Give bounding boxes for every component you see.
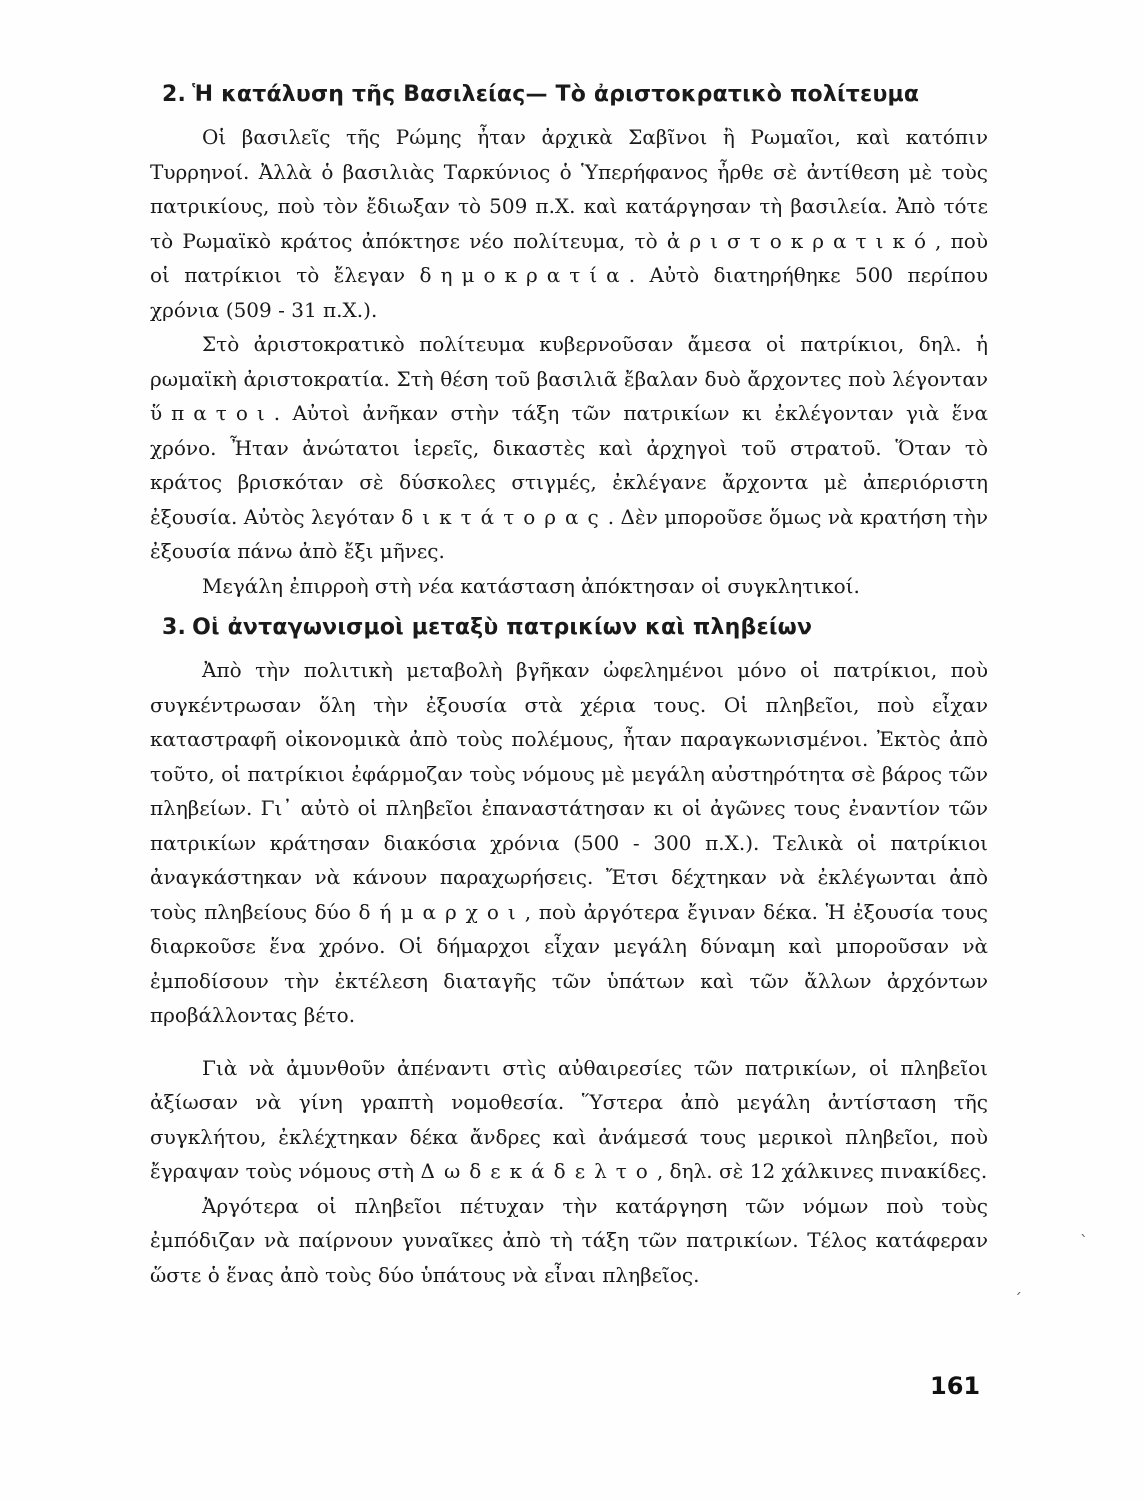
- text-run: Οἱ βασιλεῖς τῆς Ρώμης ἦταν ἀρχικὰ Σαβῖνοι ἢ Ρωμαῖοι, καὶ κατόπιν Τυρρηνοί. Ἀλλὰ ὁ βασιλιὰς Ταρκύνιος ὁ Ὑπερήφανος ἦρθε σὲ ἀντίθεση μὲ τοὺς πατρικίους, ποὺ τὸν ἔδιωξαν τὸ 509 π.Χ. καὶ κατάργησαν τὴ βασιλεία. Ἀπὸ τότε τὸ Ρωμαϊκὸ κράτος ἀπόκτησε νέο πολίτευμα, τὸ: [150, 125, 988, 253]
- text-run: Ἀπὸ τὴν πολιτικὴ μεταβολὴ βγῆκαν ὠφελημένοι μόνο οἱ πατρίκιοι, ποὺ συγκέντρωσαν ὅλη τὴν ἐξουσία στὰ χέρια τους. Οἱ πληβεῖοι, ποὺ εἶχαν καταστραφῆ οἰκονομικὰ ἀπὸ τοὺς πολέμους, ἦταν παραγκωνισμένοι. Ἐκτὸς ἀπὸ τοῦτο, οἱ πατρίκιοι ἐφάρμοζαν τοὺς νόμους μὲ μεγάλη αὐστηρότητα σὲ βάρος τῶν πληβείων. Γι᾽ αὐτὸ οἱ πληβεῖοι ἐπαναστάτησαν κι οἱ ἀγῶνες τους ἐναντίον τῶν πατρικίων κράτησαν διακόσια χρόνια (500 - 300 π.Χ.). Τελικὰ οἱ πατρίκιοι ἀναγκάστηκαν νὰ κάνουν παραχωρήσεις. Ἔτσι δέχτηκαν νὰ ἐκλέγωνται ἀπὸ τοὺς πληβείους δύο: [150, 658, 988, 924]
- section-2-heading: [162, 78, 988, 112]
- text-run: Γιὰ νὰ ἀμυνθοῦν ἀπέναντι στὶς αὐθαιρεσίες τῶν πατρικίων, οἱ πληβεῖοι ἀξίωσαν νὰ γίνη γραπτὴ νομοθεσία. Ὕστερα ἀπὸ μεγάλη ἀντίσταση τῆς συγκλήτου, ἐκλέχτηκαν δέκα ἄνδρες καὶ ἀνάμεσά τους μερικοὶ πληβεῖοι, ποὺ ἔγραψαν τοὺς νόμους στὴ: [150, 1055, 988, 1183]
- section-3-title: Οἱ ἀνταγωνισμοὶ μεταξὺ πατρικίων καὶ πληβείων: [192, 615, 813, 640]
- spaced-term: δημοκρατία: [419, 263, 629, 287]
- text-run: , ποὺ ἀργότερα ἔγιναν δέκα. Ἡ ἐξουσία τους διαρκοῦσε ἕνα χρόνο. Οἱ δήμαρχοι εἶχαν μεγάλη δύναμη καὶ μποροῦσαν νὰ ἐμποδίσουν τὴν ἐκτέλεση διαταγῆς τῶν ὑπάτων καὶ τῶν ἄλλων ἀρχόντων προβάλλοντας βέτο.: [150, 899, 988, 1027]
- section-2-number: 2.: [162, 82, 187, 107]
- margin-mark: ˎ: [1080, 1218, 1088, 1237]
- section-2-paragraph-1: [150, 120, 988, 327]
- text-run: . Δὲν μποροῦσε ὅμως νὰ κρατήση τὴν ἐξουσία πάνω ἀπὸ ἔξι μῆνες.: [150, 504, 988, 563]
- spaced-term: δικτάτορας: [401, 504, 608, 529]
- page-number: 161: [930, 1372, 981, 1400]
- text-run: . Αὐτὸ διατηρήθηκε 500 περίπου χρόνια (509 - 31 π.Χ.).: [150, 263, 988, 322]
- text-run: , δηλ. σὲ 12 χάλκινες πινακίδες.: [656, 1159, 988, 1183]
- section-2-paragraph-3: Μεγάλη ἐπιρροὴ στὴ νέα κατάσταση ἀπόκτησαν οἱ συγκλητικοί.: [202, 573, 860, 598]
- section-2-paragraph-2: [150, 327, 988, 569]
- page-content: [150, 78, 988, 1292]
- spaced-term: Δωδεκάδελτο: [420, 1159, 657, 1183]
- section-2-title: Ἡ κατάλυση τῆς Βασιλείας— Τὸ ἀριστοκρατικὸ πολίτευμα: [192, 82, 920, 107]
- spaced-term: ὕπατοι: [150, 401, 274, 425]
- section-3-heading: [162, 611, 988, 645]
- text-run: . Αὐτοὶ ἀνῆκαν στὴν τάξη τῶν πατρικίων κι ἐκλέγονταν γιὰ ἕνα χρόνο. Ἦταν ἀνώτατοι ἱερεῖς, δικαστὲς καὶ ἀρχηγοὶ τοῦ στρατοῦ. Ὅταν τὸ κράτος βρισκόταν σὲ δύσκολες στιγμές, ἐκλέγανε ἄρχοντα μὲ ἀπεριόριστη ἐξουσία. Αὐτὸς λεγόταν: [150, 401, 988, 529]
- margin-mark: ˏ: [1014, 1276, 1022, 1295]
- spaced-term: ἀριστοκρατικό: [666, 228, 935, 253]
- section-3-paragraph-2: [150, 1051, 988, 1189]
- section-3-paragraph-1: [150, 653, 988, 1033]
- section-3-number: 3.: [162, 615, 187, 640]
- spacer: [150, 1033, 988, 1051]
- spacer: [150, 603, 988, 611]
- section-3-paragraph-3: Ἀργότερα οἱ πληβεῖοι πέτυχαν τὴν κατάργηση τῶν νόμων ποὺ τοὺς ἐμπόδιζαν νὰ παίρνουν γυναῖκες ἀπὸ τὴ τάξη τῶν πατρικίων. Τέλος κατάφεραν ὥστε ὁ ἕνας ἀπὸ τοὺς δύο ὑπάτους νὰ εἶναι πληβεῖος.: [150, 1193, 988, 1287]
- text-run: Στὸ ἀριστοκρατικὸ πολίτευμα κυβερνοῦσαν ἄμεσα οἱ πατρίκιοι, δηλ. ἡ ρωμαϊκὴ ἀριστοκρατία. Στὴ θέση τοῦ βασιλιᾶ ἔβαλαν δυὸ ἄρχοντες ποὺ λέγονταν: [150, 332, 988, 391]
- text-run: , ποὺ οἱ πατρίκιοι τὸ ἔλεγαν: [150, 228, 988, 287]
- spaced-term: δήμαρχοι: [358, 899, 525, 924]
